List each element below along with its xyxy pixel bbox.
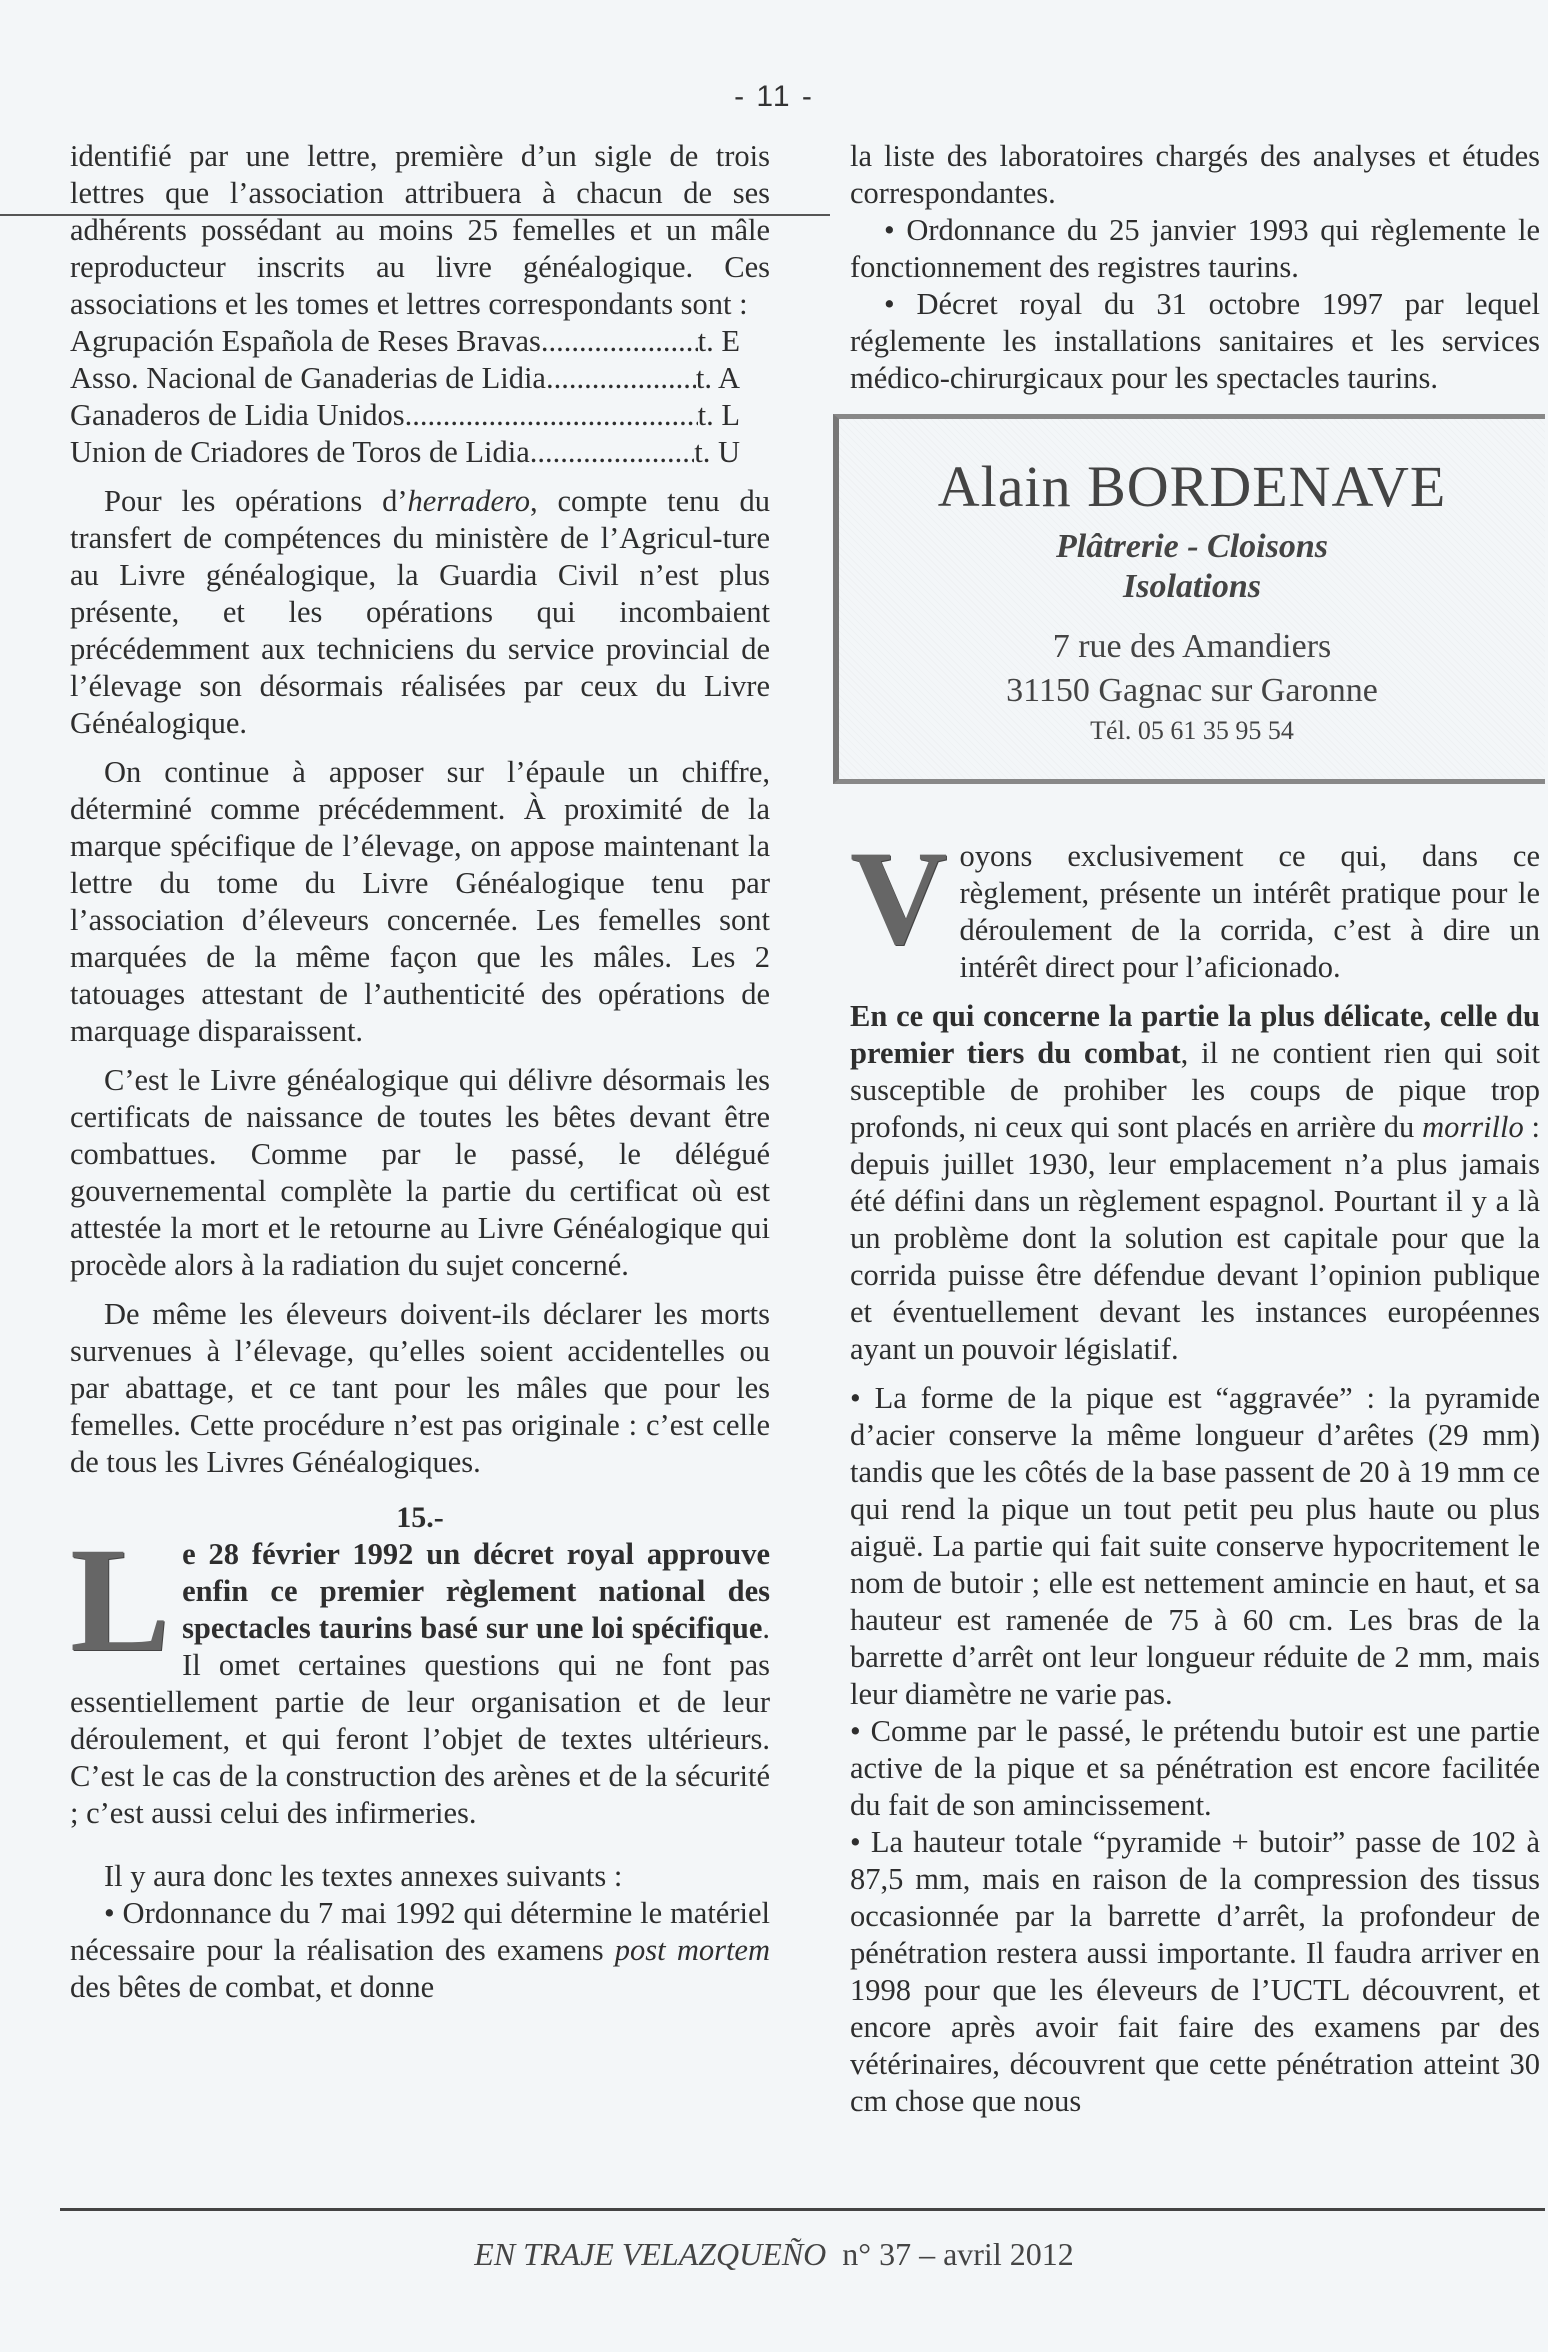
publication-title: EN TRAJE VELAZQUEÑO [474,2236,827,2272]
ad-service-line-2: Isolations [1123,568,1261,605]
text: Pour les opérations d’ [104,484,408,518]
text: . Il omet certaines questions qui ne font pas essentiellement partie de leur organisation et de leur déroulement, et qui feront l’objet de textes ultérieurs. C’est le cas de la construction des arènes et de la sécurité ; c’est aussi celui des infirmeries. [70,1611,770,1830]
associations-list [70,323,770,471]
bold-lead: En ce qui concerne la partie la plus délicate, celle du premier tiers du combat [850,999,1540,1070]
text: : depuis juillet 1930, leur emplacement n’a plus jamais été défini dans un règlement espagnol. Pourtant il y a là un problème dont la solution est capitale pour que la corrida puisse être défendue devant l’opinion publique et éventuellement devant les instances européennes ayant un pouvoir législatif. [850,1110,1540,1366]
advertisement-box [833,414,1545,784]
association-tome: t. A [695,361,740,395]
forme-paragraph: • La forme de la pique est “aggravée” : la pyramide d’acier conserve la même longueur d’arêtes (29 mm) tandis que les côtés de la base passent de 20 à 19 mm ce qui rend la pique un tout petit peu plus haute ou plus aiguë. La partie qui fait suite conserve hypocritement le nom de butoir ; elle est nettement amincie en haut, et sa hauteur est ramenée de 75 à 60 cm. Les bras de la barrette d’arrêt ont leur longueur réduite de 2 mm, mais leur diamètre ne varie pas. [850,1381,1540,1711]
association-name: Asso. Nacional de Ganaderias de Lidia [70,361,546,395]
ordonnance-1992-paragraph [70,1895,770,2006]
intro-paragraph: identifié par une lettre, première d’un sigle de trois lettres que l’association attribuera à chacun de ses adhérents possédant au moins 25 femelles et un mâle reproducteur inscrits au livre généalogique. Ces associations et les tomes et lettres correspondants sont : [70,139,770,321]
association-tome: t. U [694,435,740,469]
association-row [70,397,740,434]
section-number: 15.- [396,1501,444,1534]
text: , il ne contient rien qui soit susceptible de prohiber les coups de pique trop profonds, ni ceux qui sont placés en arrière du [850,1036,1540,1144]
annexes-paragraph: Il y aura donc les textes annexes suivants : [104,1859,623,1893]
text: • Ordonnance du 7 mai 1992 qui détermine le matériel nécessaire pour la réalisation des examens [70,1896,770,1967]
ordonnance-1993-paragraph: • Ordonnance du 25 janvier 1993 qui règlemente le fonctionnement des registres taurins. [850,213,1540,284]
decret-1997-paragraph: • Décret royal du 31 octobre 1997 par lequel réglemente les installations sanitaires et les services médico-chirurgicaux pour les spectacles taurins. [850,287,1540,395]
association-tome: t. L [697,398,740,432]
text: , compte tenu du transfert de compétences du ministère de l’Agricul-ture au Livre généalogique, la Guardia Civil n’est plus présente, et les opérations qui incombaient précédemment aux techniciens du service provincial de l’élevage son désormais réalisées par ceux du Livre Généalogique. [70,484,770,740]
ad-service-line-1: Plâtrerie - Cloisons [1055,528,1329,565]
dropcap-v: V [850,824,948,973]
ad-phone: Tél. 05 61 35 95 54 [1090,716,1294,745]
voyons-paragraph [850,824,1540,986]
issue-info: n° 37 – avril 2012 [842,2236,1074,2272]
herradero-paragraph [70,483,770,742]
association-name: Ganaderos de Lidia Unidos [70,398,405,432]
hauteur-paragraph: • La hauteur totale “pyramide + butoir” passe de 102 à 87,5 mm, mais en raison de la compression des tissus occasionnée par la barrette d’arrêt, la profondeur de pénétration restera aussi importante. Il faudra arriver en 1998 pour que les éleveurs de l’UCTL découvrent, et encore après avoir fait faire des examens par des vétérinaires, découvrent que cette pénétration atteint 30 cm chose que nous [850,1825,1540,2118]
ad-address-street: 7 rue des Amandiers [1052,628,1332,665]
right-column [850,138,1540,397]
dropcap-l: L [70,1517,171,1683]
association-name: Union de Criadores de Toros de Lidia [70,435,530,469]
association-row [70,434,740,471]
right-column-lower [850,824,1540,2120]
text: oyons exclusivement ce qui, dans ce règlement, présente un intérêt pratique pour le déroulement de la corrida, c’est à dire un intérêt direct pour l’aficionado. [959,839,1540,984]
section-bold-lead: e 28 février 1992 un décret royal approuve enfin ce premier règlement national des spectacles taurins basé sur une loi spécifique [182,1537,770,1645]
italic-term: morrillo [1422,1110,1524,1144]
concerne-paragraph [850,998,1540,1368]
page-number: - 11 - [734,80,814,113]
ad-business-name: Alain BORDENAVE [937,454,1447,519]
association-tome: t. E [697,324,740,358]
italic-term: herradero [407,484,531,518]
text: des bêtes de combat, et donne [70,1970,435,2004]
left-column [70,138,770,2006]
footer [0,2236,1548,2273]
association-row [70,323,740,360]
ad-address-city: 31150 Gagnac sur Garonne [1006,672,1378,709]
italic-term: post mortem [614,1933,770,1967]
association-row [70,360,740,397]
morts-paragraph: De même les éleveurs doivent-ils déclarer les morts survenues à l’élevage, qu’elles soient accidentelles ou par abattage, et ce tant pour les mâles que pour les femelles. Cette procédure n’est pas originale : c’est celle de tous les Livres Généalogiques. [70,1297,770,1479]
epaule-paragraph: On continue à apposer sur l’épaule un chiffre, déterminé comme précédemment. À proximité de la marque spécifique de l’élevage, on appose maintenant la lettre du tome du Livre Généalogique tenu par l’association d’éleveurs concernée. Les femelles sont marquées de la même façon que les mâles. Les 2 tatouages attestant de l’authenticité des opérations de marquage disparaissent. [70,755,770,1048]
footer-rule [60,2208,1545,2211]
laboratoires-paragraph: la liste des laboratoires chargés des analyses et études correspondantes. [850,139,1540,210]
comme-paragraph: • Comme par le passé, le prétendu butoir est une partie active de la pique et sa pénétration est encore facilitée du fait de son amincissement. [850,1714,1540,1822]
association-name: Agrupación Española de Reses Bravas [70,324,541,358]
certificats-paragraph: C’est le Livre généalogique qui délivre désormais les certificats de naissance de toutes les bêtes devant être combattues. Comme par le passé, le délégué gouvernemental complète la partie du certificat où est attestée la mort et le retourne au Livre Généalogique qui procède alors à la radiation du sujet concerné. [70,1063,770,1282]
